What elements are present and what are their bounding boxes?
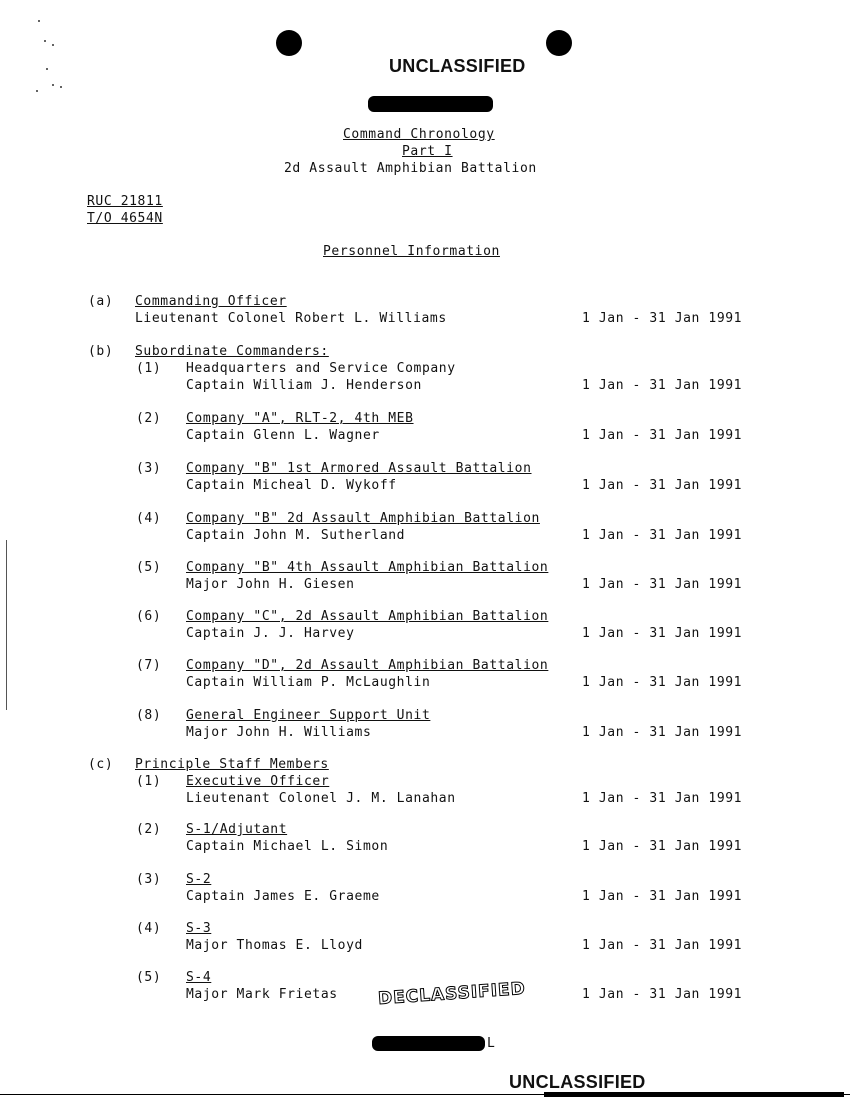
staff-item-role: Executive Officer [186,774,330,789]
sub-item-unit: Company "D", 2d Assault Amphibian Battalion [186,658,549,673]
classification-bottom: UNCLASSIFIED [509,1072,646,1092]
sub-item-dates: 1 Jan - 31 Jan 1991 [582,725,743,740]
punch-hole-left [276,30,302,56]
sub-item-unit: Company "A", RLT-2, 4th MEB [186,411,414,426]
sub-item-name: Captain John M. Sutherland [186,528,406,543]
marker-c: (c) [88,757,114,772]
sub-item-unit: Company "B" 2d Assault Amphibian Battalion [186,511,540,526]
redaction-suffix: L [487,1036,496,1051]
sub-item-name: Captain J. J. Harvey [186,626,355,641]
commanding-officer-name: Lieutenant Colonel Robert L. Williams [135,311,447,326]
scan-speck [36,90,38,92]
sub-item-name: Major John H. Giesen [186,577,355,592]
staff-item-role: S-2 [186,872,212,887]
scan-speck [44,40,46,42]
sub-item-num: (1) [136,361,162,376]
sub-item-num: (2) [136,411,162,426]
staff-item-name: Major Mark Frietas [186,987,338,1002]
sub-item-unit: Company "B" 1st Armored Assault Battalion [186,461,532,476]
staff-item-dates: 1 Jan - 31 Jan 1991 [582,839,743,854]
sub-item-num: (8) [136,708,162,723]
sub-item-dates: 1 Jan - 31 Jan 1991 [582,478,743,493]
sub-item-name: Captain Micheal D. Wykoff [186,478,397,493]
staff-item-dates: 1 Jan - 31 Jan 1991 [582,889,743,904]
sub-item-num: (3) [136,461,162,476]
scan-speck [60,86,62,88]
staff-item-dates: 1 Jan - 31 Jan 1991 [582,791,743,806]
scan-speck [38,20,40,22]
sub-item-name: Major John H. Williams [186,725,372,740]
principle-staff-heading: Principle Staff Members [135,757,329,772]
doc-part: Part I [402,144,453,159]
sub-item-num: (5) [136,560,162,575]
staff-item-num: (4) [136,921,162,936]
doc-unit: 2d Assault Amphibian Battalion [284,161,537,176]
sub-item-dates: 1 Jan - 31 Jan 1991 [582,626,743,641]
scan-edge-line [6,540,7,710]
staff-item-num: (3) [136,872,162,887]
sub-item-unit: Company "C", 2d Assault Amphibian Battalion [186,609,549,624]
sub-item-dates: 1 Jan - 31 Jan 1991 [582,528,743,543]
punch-hole-right [546,30,572,56]
scan-speck [52,44,54,46]
sub-item-dates: 1 Jan - 31 Jan 1991 [582,428,743,443]
to-code: T/O 4654N [87,211,163,226]
section-title: Personnel Information [323,244,500,259]
staff-item-dates: 1 Jan - 31 Jan 1991 [582,938,743,953]
bottom-rule-thick [544,1092,844,1097]
sub-item-unit: General Engineer Support Unit [186,708,431,723]
redaction-bar-top [368,96,493,112]
doc-title: Command Chronology [343,127,495,142]
sub-item-name: Captain William J. Henderson [186,378,422,393]
marker-b: (b) [88,344,114,359]
commanding-officer-heading: Commanding Officer [135,294,287,309]
sub-item-dates: 1 Jan - 31 Jan 1991 [582,378,743,393]
staff-item-dates: 1 Jan - 31 Jan 1991 [582,987,743,1002]
staff-item-role: S-1/Adjutant [186,822,288,837]
staff-item-role: S-3 [186,921,212,936]
staff-item-name: Captain Michael L. Simon [186,839,389,854]
staff-item-name: Major Thomas E. Lloyd [186,938,363,953]
sub-item-unit: Headquarters and Service Company [186,361,456,376]
sub-item-unit: Company "B" 4th Assault Amphibian Battalion [186,560,549,575]
sub-item-name: Captain William P. McLaughlin [186,675,431,690]
redaction-bar-bottom [372,1036,485,1051]
sub-item-num: (4) [136,511,162,526]
commanding-officer-dates: 1 Jan - 31 Jan 1991 [582,311,743,326]
classification-top: UNCLASSIFIED [389,56,526,76]
staff-item-role: S-4 [186,970,212,985]
sub-item-num: (7) [136,658,162,673]
ruc-code: RUC 21811 [87,194,163,209]
sub-item-dates: 1 Jan - 31 Jan 1991 [582,577,743,592]
staff-item-name: Lieutenant Colonel J. M. Lanahan [186,791,456,806]
sub-item-num: (6) [136,609,162,624]
staff-item-num: (1) [136,774,162,789]
marker-a: (a) [88,294,114,309]
sub-item-dates: 1 Jan - 31 Jan 1991 [582,675,743,690]
scan-speck [52,84,54,86]
declassified-stamp: DECLASSIFIED [377,978,527,1010]
staff-item-num: (5) [136,970,162,985]
staff-item-name: Captain James E. Graeme [186,889,380,904]
staff-item-num: (2) [136,822,162,837]
subordinate-commanders-heading: Subordinate Commanders: [135,344,329,359]
sub-item-name: Captain Glenn L. Wagner [186,428,380,443]
scan-speck [46,68,48,70]
